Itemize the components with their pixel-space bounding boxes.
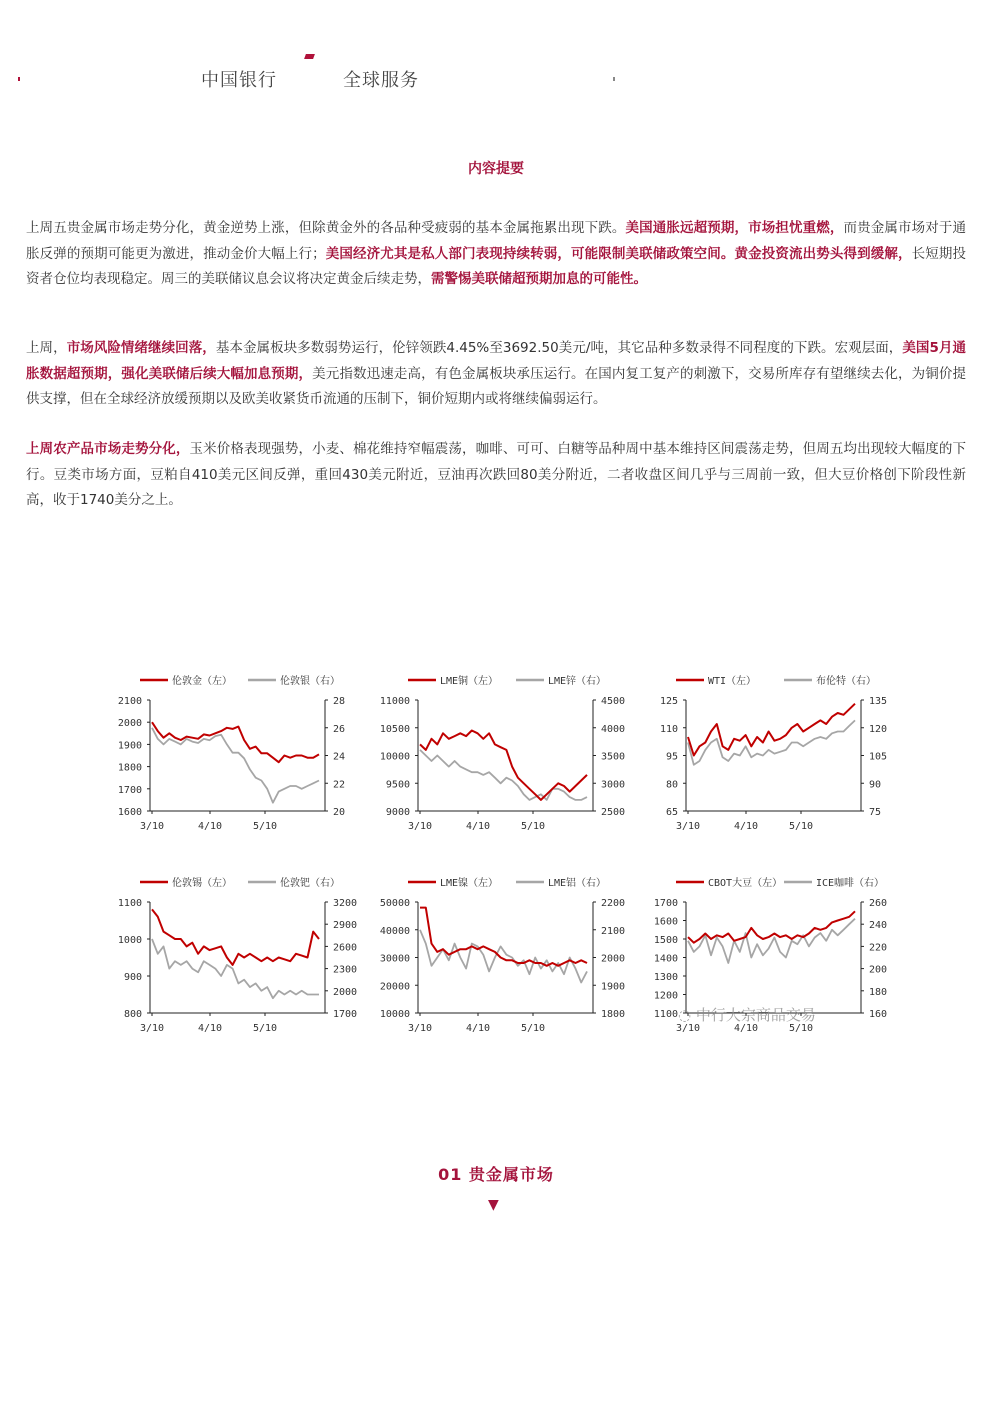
legend-label-left: 伦敦金（左）	[172, 676, 232, 687]
legend-label-left: 伦敦锡（左）	[172, 878, 232, 889]
tick-label-right: 4500	[601, 696, 626, 707]
legend-label-left: CBOT大豆（左）	[708, 878, 783, 889]
tick-label-right: 20	[333, 807, 346, 818]
highlight-text: 需警惕美联储超预期加息的可能性。	[431, 271, 647, 287]
tick-label-left: 1700	[117, 784, 142, 796]
tick-label-left: 10500	[379, 723, 410, 735]
tick-label-left: 125	[659, 696, 678, 707]
tick-label-right: 4000	[601, 723, 626, 735]
tick-label-right: 260	[869, 898, 888, 909]
body-text: 基本金属板块多数弱势运行，伦锌领跌4.45%至3692.50美元/吨，其它品种多数录得不同程度的下跌。宏观层面，	[215, 340, 903, 356]
tick-label-x: 4/10	[733, 1023, 759, 1034]
summary-paragraph-3	[26, 437, 966, 514]
tick-label-x: 5/10	[788, 821, 814, 832]
tick-label-left: 1700	[653, 898, 678, 909]
tick-label-x: 4/10	[197, 1023, 223, 1034]
legend-label-right: 布伦特（右）	[816, 676, 876, 687]
tick-label-right: 2200	[601, 898, 626, 909]
tick-label-left: 10000	[379, 751, 410, 763]
tick-label-right: 1800	[601, 1009, 626, 1020]
tick-label-left: 1600	[117, 807, 142, 818]
series-line-right	[688, 720, 855, 764]
tick-label-x: 4/10	[197, 821, 223, 832]
body-text: 美元指数迅速走高，有色金属板块承压运行。在国内复工复产的刺激下，交易所库存有望继续去化，为铜价提供支撑，但在全球经济放缓预期以及欧美收紧货币流通的压制下，铜价短期内或将继续偏弱运行。	[26, 365, 966, 407]
series-line-left	[688, 704, 855, 756]
body-text: 长短期投资者仓位均表现稳定。周三的美联储议息会议将决定黄金后续走势，	[26, 245, 966, 287]
legend-label-right: 伦敦钯（右）	[280, 878, 340, 889]
tick-label-left: 80	[665, 779, 678, 791]
chart-nickel-aluminium	[368, 870, 638, 1045]
tick-label-right: 3500	[601, 751, 626, 763]
series-line-left	[420, 908, 587, 966]
legend-label-right: ICE咖啡（右）	[816, 878, 885, 889]
tick-label-right: 75	[869, 807, 882, 818]
series-line-right	[420, 930, 587, 983]
tick-label-x: 5/10	[788, 1023, 814, 1034]
logo-mark-top	[304, 54, 315, 59]
section-title: 01 贵金属市场	[438, 1165, 554, 1184]
chart-tin-palladium	[100, 870, 370, 1045]
chart-wti-brent	[636, 668, 906, 843]
highlight-text: 美国通胀远超预期，市场担忧重燃，	[625, 220, 844, 236]
tick-label-left: 800	[123, 1009, 142, 1020]
tick-label-right: 26	[333, 723, 346, 735]
tick-label-x: 5/10	[520, 821, 546, 832]
body-text: 玉米价格表现强势，小麦、棉花维持窄幅震荡，咖啡、可可、白糖等品种周中基本维持区间震荡走势，但周五均出现较大幅度的下行。豆类市场方面，豆粕自410美元区间反弹，重回430美元附近，豆油再次跌回80美分附近，二者收盘区间几乎与三周前一致，但大豆价格创下阶段性新高，收于1740美分之上。	[26, 441, 966, 508]
tick-label-left: 1200	[653, 990, 678, 1002]
series-line-right	[152, 939, 319, 998]
chart-gold-silver	[100, 668, 370, 843]
tick-label-right: 22	[333, 779, 346, 791]
tick-label-x: 5/10	[252, 821, 278, 832]
tick-label-right: 200	[869, 964, 888, 976]
tick-label-x: 5/10	[520, 1023, 546, 1034]
tick-label-right: 2100	[601, 925, 626, 937]
tick-label-left: 50000	[379, 898, 410, 909]
tick-label-x: 4/10	[465, 821, 491, 832]
tick-label-x: 4/10	[733, 821, 759, 832]
tick-label-x: 4/10	[465, 1023, 491, 1034]
chart-copper-zinc	[368, 668, 638, 843]
series-line-left	[152, 909, 319, 965]
highlight-text: 市场风险情绪继续回落，	[66, 340, 216, 356]
tick-label-left: 1600	[653, 916, 678, 928]
tick-label-right: 180	[869, 986, 888, 998]
highlight-text: 美国经济尤其是私人部门表现持续转弱，可能限制美联储政策空间。黄金投资流出势头得到缓解，	[325, 245, 912, 262]
tick-label-right: 2600	[333, 942, 358, 954]
wechat-icon: ◌	[678, 1006, 696, 1024]
tick-label-right: 2900	[333, 920, 358, 932]
highlight-text: 美国5月通胀数据超预期，强化美联储后续大幅加息预期，	[26, 340, 967, 382]
tick-label-x: 5/10	[252, 1023, 278, 1034]
tick-label-left: 65	[665, 807, 678, 818]
tick-label-left: 1100	[653, 1009, 678, 1020]
tick-label-x: 3/10	[675, 1023, 701, 1034]
legend-label-left: LME铜（左）	[440, 676, 499, 687]
logo-dot-left	[18, 77, 20, 81]
tick-label-left: 40000	[379, 925, 410, 937]
legend-label-right: 伦敦银（右）	[280, 676, 340, 687]
legend-label-right: LME铝（右）	[548, 878, 607, 889]
tick-label-right: 2300	[333, 964, 358, 976]
legend-label-left: LME镍（左）	[440, 878, 499, 889]
tick-label-left: 1900	[117, 740, 142, 752]
series-line-right	[420, 750, 587, 800]
summary-title: 内容提要	[468, 161, 524, 177]
tick-label-right: 1900	[601, 981, 626, 993]
tick-label-left: 110	[659, 723, 678, 735]
tick-label-right: 2000	[333, 986, 358, 998]
tick-label-left: 1000	[117, 935, 142, 946]
highlight-text: 上周农产品市场走势分化，	[26, 441, 190, 457]
watermark-text: 中行大宗商品交易	[695, 1006, 816, 1024]
tick-label-left: 9500	[385, 779, 410, 791]
tick-label-right: 135	[869, 696, 888, 707]
bank-slogan: 全球服务	[343, 70, 419, 91]
body-text: 而贵金属市场对于通胀反弹的预期可能更为激进，推动金价大幅上行；	[26, 220, 966, 262]
tick-label-left: 10000	[379, 1009, 410, 1020]
tick-label-right: 3200	[333, 898, 358, 909]
down-arrow-icon: ▼	[488, 1197, 499, 1213]
tick-label-right: 105	[869, 751, 888, 763]
series-line-left	[420, 731, 587, 800]
tick-label-right: 3000	[601, 779, 626, 791]
tick-label-left: 95	[665, 751, 678, 763]
tick-label-x: 3/10	[407, 821, 433, 832]
watermark	[678, 1004, 816, 1025]
tick-label-left: 11000	[379, 696, 410, 707]
tick-label-left: 1300	[653, 972, 678, 983]
legend-label-right: LME锌（右）	[548, 676, 607, 687]
summary-paragraph-2	[26, 336, 966, 413]
chart-svg	[636, 668, 906, 843]
tick-label-right: 1700	[333, 1009, 358, 1020]
tick-label-right: 240	[869, 920, 888, 932]
bank-name: 中国银行	[201, 70, 277, 91]
tick-label-right: 160	[869, 1009, 888, 1020]
tick-label-right: 2000	[601, 953, 626, 965]
tick-label-right: 120	[869, 723, 888, 735]
body-text: 上周五贵金属市场走势分化，黄金逆势上涨，但除黄金外的各品种受疲弱的基本金属拖累出现下跌。	[26, 220, 626, 236]
tick-label-x: 3/10	[407, 1023, 433, 1034]
tick-label-right: 28	[333, 696, 346, 707]
tick-label-left: 1100	[117, 898, 142, 909]
summary-paragraph-1	[26, 216, 966, 293]
tick-label-x: 3/10	[675, 821, 701, 832]
chart-svg	[368, 668, 638, 843]
tick-label-left: 1400	[653, 953, 678, 965]
tick-label-right: 2500	[601, 807, 626, 818]
tick-label-left: 2000	[117, 718, 142, 730]
logo-dot-right	[613, 77, 615, 81]
tick-label-right: 90	[869, 779, 882, 791]
tick-label-left: 1800	[117, 762, 142, 774]
tick-label-right: 24	[333, 751, 346, 763]
tick-label-x: 3/10	[139, 1023, 165, 1034]
tick-label-left: 9000	[385, 807, 410, 818]
chart-svg	[368, 870, 638, 1045]
tick-label-left: 1500	[653, 935, 678, 946]
tick-label-left: 20000	[379, 981, 410, 993]
chart-svg	[100, 870, 370, 1045]
tick-label-left: 30000	[379, 953, 410, 965]
series-line-left	[688, 911, 855, 942]
legend-label-left: WTI（左）	[708, 676, 757, 687]
chart-svg	[100, 668, 370, 843]
body-text: 上周，	[26, 340, 67, 356]
tick-label-x: 3/10	[139, 821, 165, 832]
tick-label-left: 2100	[117, 696, 142, 707]
tick-label-left: 900	[123, 972, 142, 983]
tick-label-right: 220	[869, 942, 888, 954]
